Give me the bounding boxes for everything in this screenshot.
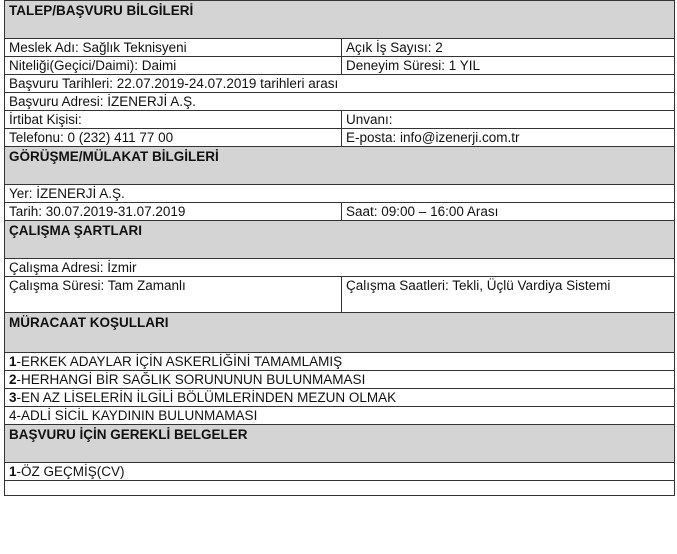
eposta: E-posta: info@izenerji.com.tr	[342, 129, 675, 147]
irtibat-kisisi: İrtibat Kişisi:	[5, 111, 342, 129]
item-number: 1	[9, 464, 17, 479]
table-row	[5, 481, 675, 496]
section-title: TALEP/BAŞVURU BİLGİLERİ	[9, 3, 194, 18]
list-item	[5, 353, 675, 371]
section-title: MÜRACAAT KOŞULLARI	[9, 315, 169, 330]
item-text: -EN AZ LİSELERİN İLGİLİ BÖLÜMLERİNDEN MEZUN OLMAK	[16, 390, 397, 405]
calisma-suresi: Çalışma Süresi: Tam Zamanlı	[5, 277, 342, 313]
item-text: -ERKEK ADAYLAR İÇİN ASKERLİĞİNİ TAMAMLAMIŞ	[16, 354, 343, 369]
item-text: -ÖZ GEÇMİŞ(CV)	[16, 464, 125, 479]
section-title: BAŞVURU İÇİN GEREKLİ BELGELER	[9, 427, 248, 442]
table-row	[5, 111, 675, 129]
telefon: Telefonu: 0 (232) 411 77 00	[5, 129, 342, 147]
section-title: GÖRÜŞME/MÜLAKAT BİLGİLERİ	[9, 149, 219, 164]
acik-is-sayisi: Açık İş Sayısı: 2	[342, 39, 675, 57]
gorusme-yer: Yer: İZENERJİ A.Ş.	[5, 185, 675, 203]
meslek-adi: Meslek Adı: Sağlık Teknisyeni	[5, 39, 342, 57]
list-item	[5, 389, 675, 407]
section-header-belgeler	[5, 425, 675, 463]
table-row	[5, 75, 675, 93]
section-header-gorusme	[5, 147, 675, 185]
list-item	[5, 371, 675, 389]
section-header-calisma	[5, 221, 675, 259]
table-row	[5, 277, 675, 313]
basvuru-adresi: Başvuru Adresi: İZENERJİ A.Ş.	[5, 93, 675, 111]
deneyim-suresi: Deneyim Süresi: 1 YIL	[342, 57, 675, 75]
table-row	[5, 93, 675, 111]
section-header-muracaat	[5, 313, 675, 353]
item-number: 4	[9, 408, 17, 423]
table-row	[5, 259, 675, 277]
niteligi: Niteliği(Geçici/Daimi): Daimi	[5, 57, 342, 75]
item-text: -ADLİ SİCİL KAYDININ BULUNMAMASI	[16, 408, 258, 423]
list-item	[5, 407, 675, 425]
table-row	[5, 129, 675, 147]
table-row	[5, 185, 675, 203]
basvuru-tarihleri: Başvuru Tarihleri: 22.07.2019-24.07.2019 tarihleri arası	[5, 75, 675, 93]
list-item	[5, 463, 675, 481]
empty-row	[5, 481, 675, 496]
calisma-saatleri: Çalışma Saatleri: Tekli, Üçlü Vardiya Sistemi	[342, 277, 675, 313]
table-row	[5, 39, 675, 57]
table-row	[5, 203, 675, 221]
calisma-adresi: Çalışma Adresi: İzmir	[5, 259, 675, 277]
job-posting-table	[4, 0, 675, 496]
item-text: -HERHANGİ BİR SAĞLIK SORUNUNUN BULUNMAMASI	[16, 372, 366, 387]
item-number: 1	[9, 354, 17, 369]
item-number: 3	[9, 390, 17, 405]
unvani: Unvanı:	[342, 111, 675, 129]
table-row	[5, 57, 675, 75]
section-header-talep	[5, 1, 675, 39]
gorusme-tarih: Tarih: 30.07.2019-31.07.2019	[5, 203, 342, 221]
item-number: 2	[9, 372, 17, 387]
gorusme-saat: Saat: 09:00 – 16:00 Arası	[342, 203, 675, 221]
section-title: ÇALIŞMA ŞARTLARI	[9, 223, 142, 238]
